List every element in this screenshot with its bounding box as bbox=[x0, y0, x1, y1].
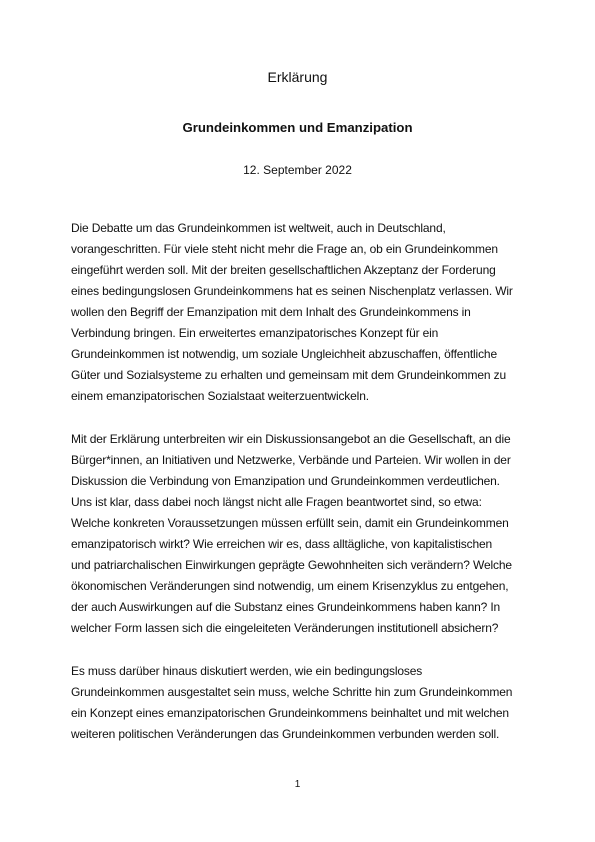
paragraph-line: weiteren politischen Veränderungen das Grundeinkommen verbunden werden soll. bbox=[71, 727, 500, 741]
paragraph-line: wollen den Begriff der Emanzipation mit dem Inhalt des Grundeinkommens in bbox=[71, 305, 471, 319]
paragraph-line: einem emanzipatorischen Sozialstaat weiterzuentwickeln. bbox=[71, 389, 369, 403]
paragraph-line: Es muss darüber hinaus diskutiert werden, wie ein bedingungsloses bbox=[71, 664, 423, 678]
paragraph-line: eingeführt werden soll. Mit der breiten gesellschaftlichen Akzeptanz der Forderung bbox=[71, 263, 496, 277]
paragraph-line: Diskussion die Verbindung von Emanzipation und Grundeinkommen verdeutlichen. bbox=[71, 474, 500, 488]
paragraph-line: Grundeinkommen ist notwendig, um soziale Ungleichheit abzuschaffen, öffentliche bbox=[71, 347, 497, 361]
paragraph-line: ein Konzept eines emanzipatorischen Grundeinkommens beinhaltet und mit welchen bbox=[71, 706, 509, 720]
paragraph-line: Grundeinkommen ausgestaltet sein muss, welche Schritte hin zum Grundeinkommen bbox=[71, 685, 513, 699]
paragraph-line: welcher Form lassen sich die eingeleiteten Veränderungen institutionell absichern? bbox=[71, 621, 499, 635]
document-title: Grundeinkommen und Emanzipation bbox=[182, 120, 413, 135]
paragraph-line: Bürger*innen, an Initiativen und Netzwerke, Verbände und Parteien. Wir wollen in der bbox=[71, 453, 511, 467]
paragraph-line: Mit der Erklärung unterbreiten wir ein Diskussionsangebot an die Gesellschaft, an die bbox=[71, 432, 511, 446]
paragraph-line: vorangeschritten. Für viele steht nicht mehr die Frage an, ob ein Grundeinkommen bbox=[71, 242, 498, 256]
document-type-heading: Erklärung bbox=[267, 69, 328, 85]
paragraph-line: der auch Auswirkungen auf die Substanz eines Grundeinkommens haben kann? In bbox=[71, 600, 501, 614]
paragraph-line: Verbindung bringen. Ein erweitertes emanzipatorisches Konzept für ein bbox=[71, 326, 439, 340]
document-date: 12. September 2022 bbox=[243, 163, 352, 177]
paragraph-line: Die Debatte um das Grundeinkommen ist weltweit, auch in Deutschland, bbox=[71, 221, 446, 235]
paragraph-line: Uns ist klar, dass dabei noch längst nicht alle Fragen beantwortet sind, so etwa: bbox=[71, 495, 482, 509]
paragraph-line: ökonomischen Veränderungen sind notwendig, um einem Krisenzyklus zu entgehen, bbox=[71, 579, 509, 593]
paragraph-line: Welche konkreten Voraussetzungen müssen erfüllt sein, damit ein Grundeinkommen bbox=[71, 516, 509, 530]
paragraph-line: emanzipatorisch wirkt? Wie erreichen wir es, dass alltägliche, von kapitalistischen bbox=[71, 537, 493, 551]
page-number: 1 bbox=[294, 779, 301, 790]
paragraph-line: Güter und Sozialsysteme zu erhalten und gemeinsam mit dem Grundeinkommen zu bbox=[71, 368, 506, 382]
paragraph-line: und patriarchalischen Einwirkungen geprägte Gewohnheiten sich verändern? Welche bbox=[71, 558, 512, 572]
paragraph-line: eines bedingungslosen Grundeinkommens hat es seinen Nischenplatz verlassen. Wir bbox=[71, 284, 513, 298]
